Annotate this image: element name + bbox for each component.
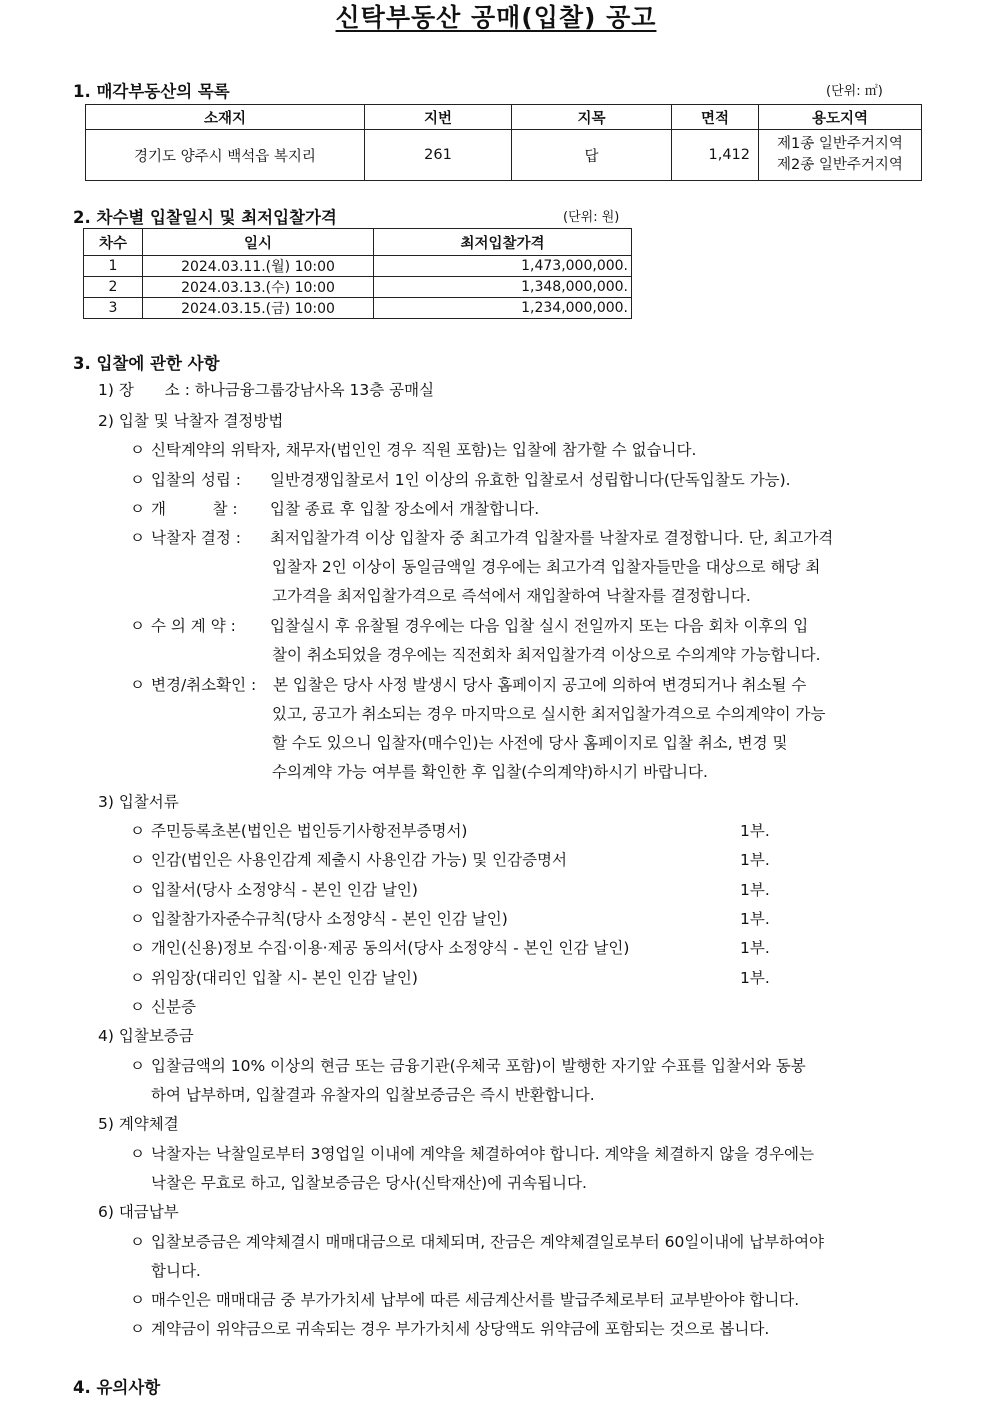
deposit-heading: 4) 입찰보증금 xyxy=(98,1027,194,1045)
bullet: ㅇ xyxy=(130,500,145,518)
bullet: ㅇ xyxy=(130,1291,145,1309)
table-row xyxy=(84,256,632,277)
place-line: 1) 장 소 : 하나금융그룹강남사옥 13층 공매실 xyxy=(98,381,435,399)
bullet: ㅇ xyxy=(130,910,145,928)
bullet: ㅇ xyxy=(130,617,145,635)
table-row xyxy=(84,298,632,319)
method-item-label: 낙찰자 결정 : xyxy=(151,529,241,547)
method-item-label: 입찰의 성립 : xyxy=(151,471,241,489)
method-item-text: 본 입찰은 당사 사정 발생시 당사 홈페이지 공고에 의하여 변경되거나 취소될 수 xyxy=(273,676,807,694)
bullet: ㅇ xyxy=(130,1320,145,1338)
bullet: ㅇ xyxy=(130,529,145,547)
cell-price: 1,473,000,000. xyxy=(374,256,632,277)
doc-item: 인감(법인은 사용인감계 제출시 사용인감 가능) 및 인감증명서 xyxy=(151,851,567,869)
docs-heading: 3) 입찰서류 xyxy=(98,793,179,811)
cell-price: 1,348,000,000. xyxy=(374,277,632,298)
col-datetime: 일시 xyxy=(143,229,374,256)
section1-heading: 1. 매각부동산의 목록 xyxy=(73,82,230,101)
doc-item: 주민등록초본(법인은 법인등기사항전부증명서) xyxy=(151,822,468,840)
table-row xyxy=(86,130,922,181)
payment-text: 입찰보증금은 계약체결시 매매대금으로 대체되며, 잔금은 계약체결일로부터 60일이내에 납부하여야 xyxy=(151,1233,825,1251)
payment-text: 계약금이 위약금으로 귀속되는 경우 부가가치세 상당액도 위약금에 포함되는 것으로 봅니다. xyxy=(151,1320,770,1338)
method-item-text: 있고, 공고가 취소되는 경우 마지막으로 실시한 최저입찰가격으로 수의계약이 가능 xyxy=(272,705,826,723)
cell-lot: 261 xyxy=(365,130,512,181)
cell-round: 3 xyxy=(84,298,143,319)
deposit-text: 입찰금액의 10% 이상의 현금 또는 금융기관(우체국 포함)이 발행한 자기앞 수표를 입찰서와 동봉 xyxy=(151,1057,806,1075)
bullet: ㅇ xyxy=(130,998,145,1016)
col-round: 차수 xyxy=(84,229,143,256)
cell-datetime: 2024.03.13.(수) 10:00 xyxy=(143,277,374,298)
cell-round: 2 xyxy=(84,277,143,298)
method-item-label: 개 찰 : xyxy=(151,500,238,518)
contract-text: 낙찰자는 낙찰일로부터 3영업일 이내에 계약을 체결하여야 합니다. 계약을 체결하지 않을 경우에는 xyxy=(151,1145,814,1163)
method-item-text: 할 수도 있으니 입찰자(매수인)는 사전에 당사 홈페이지로 입찰 취소, 변경 및 xyxy=(272,734,788,752)
section2-heading: 2. 차수별 입찰일시 및 최저입찰가격 xyxy=(73,208,337,227)
doc-item: 위임장(대리인 입찰 시- 본인 인감 날인) xyxy=(151,969,418,987)
doc-count: 1부. xyxy=(740,851,770,869)
page-title: 신탁부동산 공매(입찰) 공고 xyxy=(335,3,657,32)
method-item-text: 최저입찰가격 이상 입찰자 중 최고가격 입찰자를 낙찰자로 결정합니다. 단, 최고가격 xyxy=(270,529,834,547)
method-item-text: 입찰자 2인 이상이 동일금액일 경우에는 최고가격 입찰자들만을 대상으로 해당 최 xyxy=(272,558,821,576)
doc-count: 1부. xyxy=(740,881,770,899)
payment-text: 매수인은 매매대금 중 부가가치세 납부에 따른 세금계산서를 발급주체로부터 교부받아야 합니다. xyxy=(151,1291,800,1309)
cell-zone xyxy=(759,130,922,181)
section1-unit: (단위: ㎡) xyxy=(826,84,883,99)
deposit-text: 하여 납부하며, 입찰결과 유찰자의 입찰보증금은 즉시 반환합니다. xyxy=(151,1086,595,1104)
col-category: 지목 xyxy=(512,105,672,130)
contract-heading: 5) 계약체결 xyxy=(98,1115,179,1133)
cell-area: 1,412 xyxy=(672,130,759,181)
method-item-label: 수 의 계 약 : xyxy=(151,617,236,635)
zone-2: 제2종 일반주거지역 xyxy=(777,157,903,173)
payment-text: 합니다. xyxy=(151,1262,201,1280)
cell-price: 1,234,000,000. xyxy=(374,298,632,319)
doc-count: 1부. xyxy=(740,822,770,840)
bullet: ㅇ xyxy=(130,441,145,459)
cell-datetime: 2024.03.15.(금) 10:00 xyxy=(143,298,374,319)
cell-location: 경기도 양주시 백석읍 복지리 xyxy=(86,130,365,181)
cell-datetime: 2024.03.11.(월) 10:00 xyxy=(143,256,374,277)
doc-count: 1부. xyxy=(740,939,770,957)
method-item-text: 입찰 종료 후 입찰 장소에서 개찰합니다. xyxy=(270,500,540,518)
method-heading: 2) 입찰 및 낙찰자 결정방법 xyxy=(98,412,284,430)
bullet: ㅇ xyxy=(130,969,145,987)
doc-count: 1부. xyxy=(740,969,770,987)
contract-text: 낙찰은 무효로 하고, 입찰보증금은 당사(신탁재산)에 귀속됩니다. xyxy=(151,1174,587,1192)
method-item-text: 신탁계약의 위탁자, 채무자(법인인 경우 직원 포함)는 입찰에 참가할 수 없습니다. xyxy=(151,441,697,459)
method-item-text: 찰이 취소되었을 경우에는 직전회차 최저입찰가격 이상으로 수의계약 가능합니다. xyxy=(272,646,821,664)
col-location: 소재지 xyxy=(86,105,365,130)
bullet: ㅇ xyxy=(130,676,145,694)
method-item-text: 수의계약 가능 여부를 확인한 후 입찰(수의계약)하시기 바랍니다. xyxy=(272,763,708,781)
table-row xyxy=(84,277,632,298)
method-item-label: 변경/취소확인 : xyxy=(151,676,257,694)
col-area: 면적 xyxy=(672,105,759,130)
bullet: ㅇ xyxy=(130,1145,145,1163)
schedule-table-header xyxy=(84,229,632,256)
method-item-text: 입찰실시 후 유찰될 경우에는 다음 입찰 실시 전일까지 또는 다음 회차 이후의 입 xyxy=(270,617,809,635)
section2-unit: (단위: 원) xyxy=(563,210,620,225)
col-lot: 지번 xyxy=(365,105,512,130)
section4-heading: 4. 유의사항 xyxy=(73,1378,161,1397)
property-table-header xyxy=(86,105,922,130)
bullet: ㅇ xyxy=(130,822,145,840)
doc-count: 1부. xyxy=(740,910,770,928)
col-zone: 용도지역 xyxy=(759,105,922,130)
doc-item: 입찰참가자준수규칙(당사 소정양식 - 본인 인감 날인) xyxy=(151,910,508,928)
section3-heading: 3. 입찰에 관한 사항 xyxy=(73,354,220,373)
doc-item: 입찰서(당사 소정양식 - 본인 인감 날인) xyxy=(151,881,418,899)
col-price: 최저입찰가격 xyxy=(374,229,632,256)
doc-item: 신분증 xyxy=(151,998,196,1016)
method-item-text: 고가격을 최저입찰가격으로 즉석에서 재입찰하여 낙찰자를 결정합니다. xyxy=(272,587,751,605)
bullet: ㅇ xyxy=(130,1057,145,1075)
bullet: ㅇ xyxy=(130,881,145,899)
cell-category: 답 xyxy=(512,130,672,181)
method-item-text: 일반경쟁입찰로서 1인 이상의 유효한 입찰로서 성립합니다(단독입찰도 가능). xyxy=(270,471,791,489)
bullet: ㅇ xyxy=(130,471,145,489)
payment-heading: 6) 대금납부 xyxy=(98,1203,179,1221)
cell-round: 1 xyxy=(84,256,143,277)
bullet: ㅇ xyxy=(130,939,145,957)
doc-item: 개인(신용)정보 수집·이용·제공 동의서(당사 소정양식 - 본인 인감 날인) xyxy=(151,939,630,957)
zone-1: 제1종 일반주거지역 xyxy=(777,136,903,152)
bullet: ㅇ xyxy=(130,851,145,869)
property-table xyxy=(85,104,922,181)
bullet: ㅇ xyxy=(130,1233,145,1251)
schedule-table xyxy=(83,228,632,319)
